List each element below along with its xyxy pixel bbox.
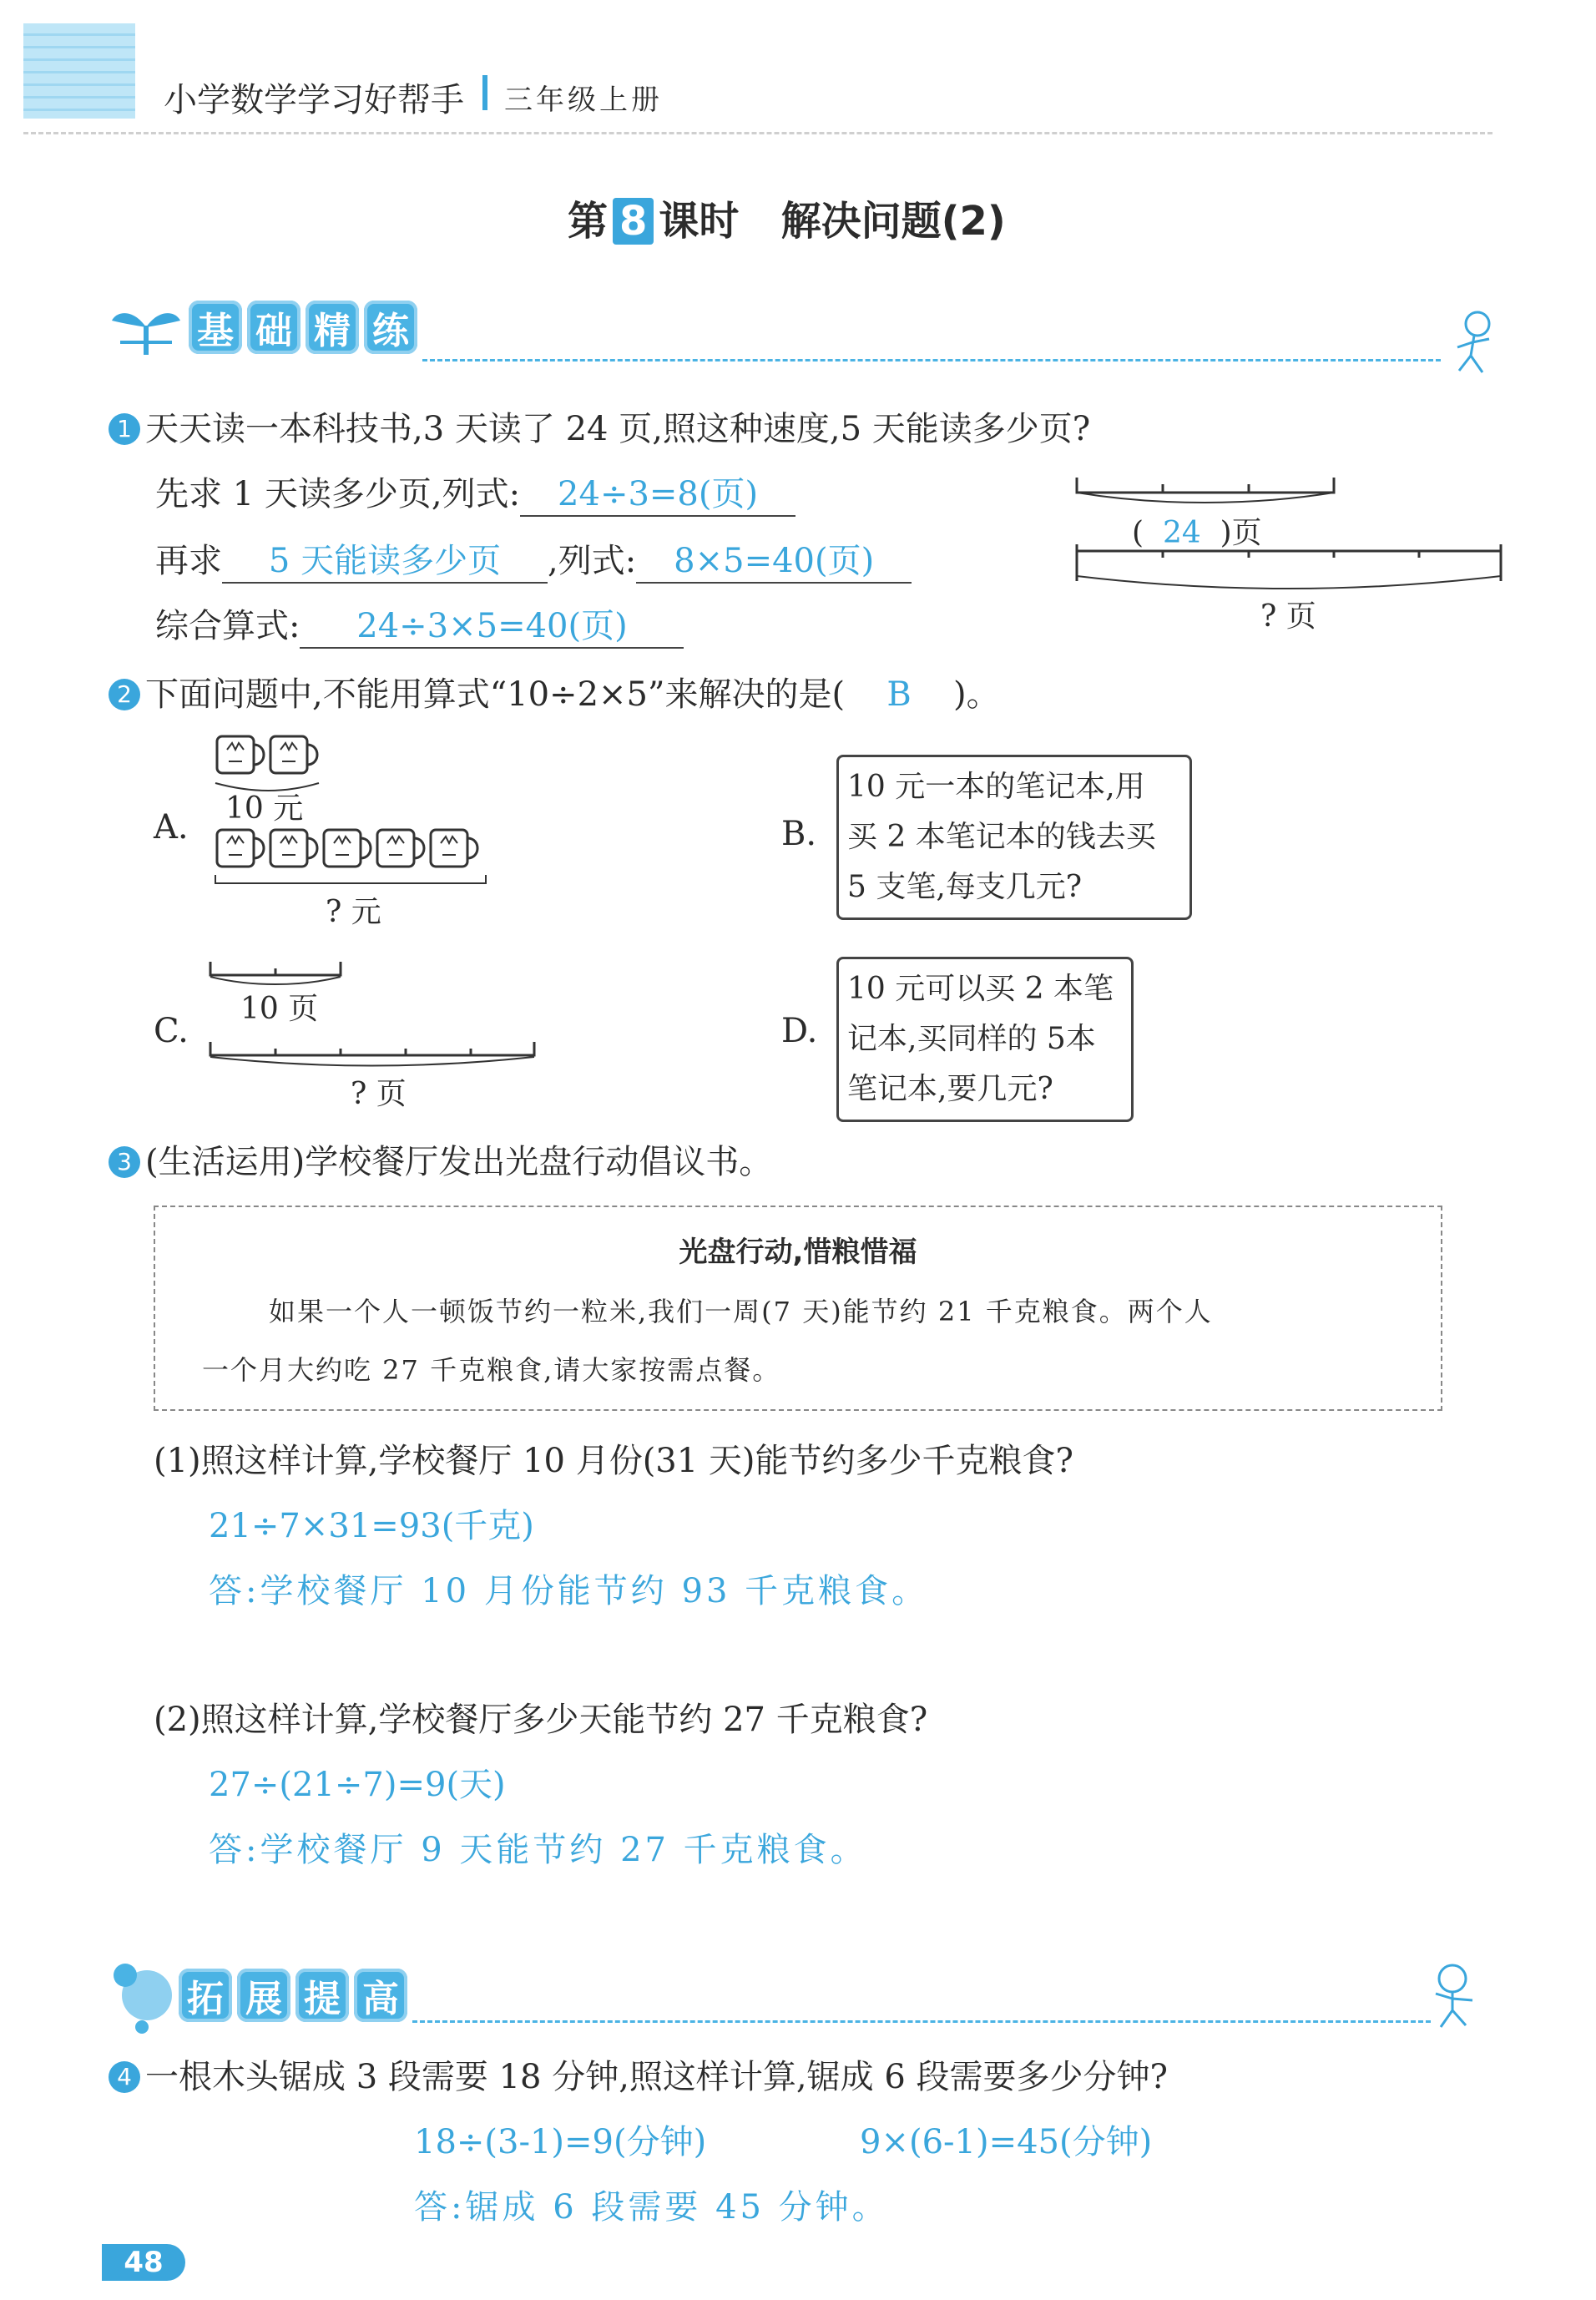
bubbles-icon — [105, 1959, 180, 2034]
header-decoration — [23, 23, 135, 119]
option-a-top-label: 10 元 — [225, 791, 304, 826]
q1-stem — [109, 402, 1090, 450]
q1-line3 — [155, 599, 684, 649]
q1-l3-label: 综合算式: — [155, 607, 301, 645]
q3-part2-calc[interactable]: 27÷(21÷7)=9(天) — [209, 1766, 506, 1804]
option-d-line: 10 元可以买 2 本笔 — [847, 972, 1114, 1006]
running-kid-icon — [1449, 309, 1503, 379]
sprout-icon — [109, 301, 184, 359]
header-rule — [23, 132, 1492, 134]
banner-char: 础 — [247, 301, 301, 354]
lesson-number: 8 — [613, 198, 654, 245]
q1-diagram-bottom-label: ? 页 — [1260, 599, 1316, 634]
grade-label: 三年级上册 — [504, 83, 663, 117]
option-a-label: A. — [154, 808, 189, 847]
q3-part2-answer[interactable]: 答:学校餐厅 9 天能节约 27 千克粮食。 — [209, 1831, 867, 1869]
banner-char: 拓 — [179, 1969, 232, 2022]
book-title: 小学数学学习好帮手 — [164, 81, 464, 119]
option-b-line: 买 2 本笔记本的钱去买 — [847, 820, 1156, 854]
q1-l2-label: 再求 — [155, 542, 222, 580]
q4-calc1[interactable]: 18÷(3-1)=9(分钟) — [414, 2123, 707, 2161]
q4-text: 一根木头锯成 3 段需要 18 分钟,照这样计算,锯成 6 段需要多少分钟? — [145, 2058, 1168, 2096]
option-b-box — [836, 755, 1192, 920]
q4-calc2[interactable]: 9×(6-1)=45(分钟) — [860, 2123, 1153, 2161]
q1-line2 — [155, 534, 912, 584]
option-c-top-label: 10 页 — [240, 992, 319, 1026]
notice-box — [154, 1206, 1442, 1411]
kid-icon — [1424, 1960, 1494, 2030]
lesson-topic: 解决问题(2) — [780, 198, 1006, 245]
q2-end: )。 — [953, 675, 1000, 714]
q4-number: 4 — [109, 2061, 140, 2093]
banner-char: 基 — [189, 301, 242, 354]
q4-stem — [109, 2050, 1168, 2098]
q3-part1-answer[interactable]: 答:学校餐厅 10 月份能节约 93 千克粮食。 — [209, 1572, 929, 1610]
q2-number: 2 — [109, 679, 140, 710]
banner-char: 精 — [306, 301, 359, 354]
q4-answer[interactable]: 答:锯成 6 段需要 45 分钟。 — [414, 2188, 889, 2227]
q2-stem — [109, 668, 1000, 715]
banner-char: 展 — [237, 1969, 290, 2022]
q1-l2-answer[interactable]: 8×5=40(页) — [636, 534, 912, 584]
q1-number: 1 — [109, 413, 140, 445]
banner-char: 练 — [364, 301, 417, 354]
section-rule — [412, 2020, 1431, 2023]
paren-close: )页 — [1220, 516, 1262, 550]
q1-text: 天天读一本科技书,3 天读了 24 页,照这种速度,5 天能读多少页? — [145, 410, 1091, 448]
q3-stem — [109, 1135, 772, 1183]
option-d-box — [836, 957, 1134, 1122]
lesson-prefix: 第 — [568, 198, 609, 245]
section-banner-basic — [189, 301, 417, 357]
header-divider — [482, 75, 487, 110]
option-d-line: 笔记本,要几元? — [847, 1072, 1053, 1106]
option-d-line: 记本,买同样的 5本 — [847, 1022, 1096, 1056]
section-rule — [422, 359, 1441, 361]
q1-diagram-value[interactable]: 24 — [1162, 516, 1201, 550]
q3-part1-calc[interactable]: 21÷7×31=93(千克) — [209, 1507, 534, 1545]
paren-open: ( — [1132, 516, 1144, 550]
option-b-label: B. — [781, 815, 817, 853]
option-d-label: D. — [781, 1012, 818, 1050]
q3-number: 3 — [109, 1146, 140, 1178]
q2-text: 下面问题中,不能用算式“10÷2×5”来解决的是( — [145, 675, 846, 714]
q1-line1 — [155, 468, 795, 517]
banner-char: 提 — [295, 1969, 349, 2022]
q1-l2-fill[interactable]: 5 天能读多少页 — [222, 534, 548, 584]
notice-line1: 如果一个人一顿饭节约一粒米,我们一周(7 天)能节约 21 千克粮食。两个人 — [269, 1296, 1213, 1327]
lesson-suffix: 课时 — [659, 198, 740, 245]
banner-char: 高 — [354, 1969, 407, 2022]
section-banner-extend — [179, 1969, 407, 2025]
q3-part1: (1)照这样计算,学校餐厅 10 月份(31 天)能节约多少千克粮食? — [154, 1442, 1073, 1480]
q1-l2-mid: ,列式: — [548, 542, 637, 580]
q2-answer[interactable]: B — [886, 675, 912, 714]
page-number: 48 — [102, 2244, 185, 2281]
q1-l3-answer[interactable]: 24÷3×5=40(页) — [300, 599, 684, 649]
notice-line2: 一个月大约吃 27 千克粮食,请大家按需点餐。 — [202, 1354, 781, 1386]
lesson-title — [568, 189, 1006, 246]
option-a-bottom-label: ? 元 — [326, 895, 381, 929]
option-b-line: 5 支笔,每支几元? — [847, 870, 1083, 904]
q1-l1-label: 先求 1 天读多少页,列式: — [155, 475, 521, 513]
q3-part2: (2)照这样计算,学校餐厅多少天能节约 27 千克粮食? — [154, 1701, 928, 1739]
option-c-label: C. — [154, 1012, 189, 1050]
q1-diagram-top-label — [1132, 509, 1262, 552]
notice-title: 光盘行动,惜粮惜福 — [679, 1236, 917, 1269]
q1-l1-answer[interactable]: 24÷3=8(页) — [520, 468, 795, 517]
option-b-line: 10 元一本的笔记本,用 — [847, 770, 1145, 804]
option-c-bottom-label: ? 页 — [351, 1077, 407, 1111]
q3-text: (生活运用)学校餐厅发出光盘行动倡议书。 — [145, 1143, 773, 1181]
